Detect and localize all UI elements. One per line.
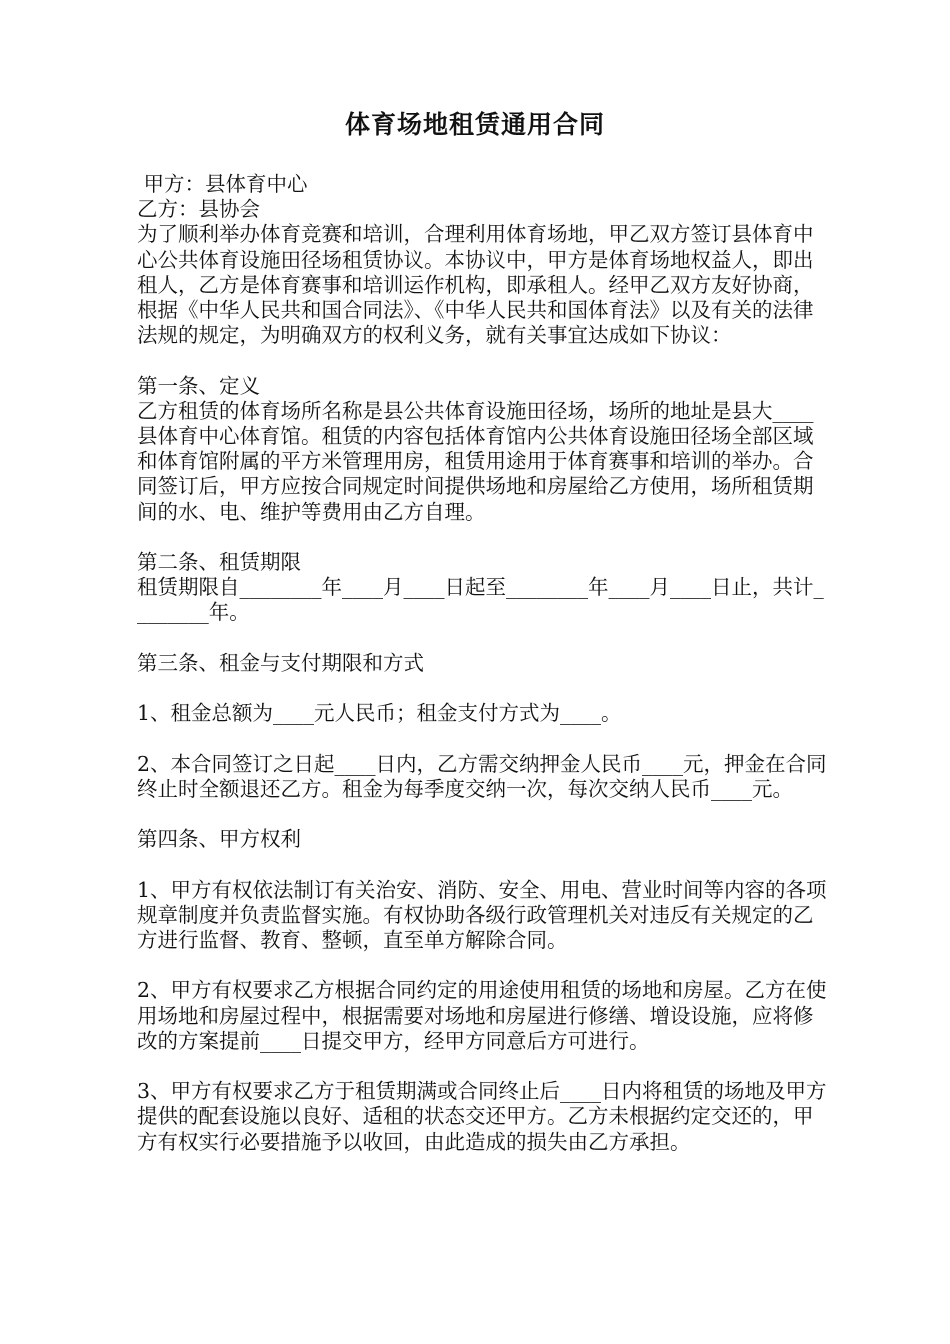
spacer	[137, 953, 827, 978]
article-4-heading: 第四条、甲方权利	[137, 827, 301, 852]
spacer	[137, 676, 827, 701]
spacer	[137, 726, 827, 751]
spacer	[137, 1054, 827, 1079]
article-3-item-2: 2、本合同签订之日起____日内，乙方需交纳押金人民币____元，押金在合同终止时全额退还乙方。租金为每季度交纳一次，每次交纳人民币____元。	[137, 751, 827, 801]
article-4-item-3: 3、甲方有权要求乙方于租赁期满或合同终止后____日内将租赁的场地及甲方提供的配套设施以良好、适租的状态交还甲方。乙方未根据约定交还的，甲方有权实行必要措施予以收回，由此造成的损失由乙方承担。	[137, 1079, 827, 1154]
article-4-item-1: 1、甲方有权依法制订有关治安、消防、安全、用电、营业时间等内容的各项规章制度并负责监督实施。有权协助各级行政管理机关对违反有关规定的乙方进行监督、教育、整顿，直至单方解除合同。	[137, 877, 827, 952]
spacer	[137, 852, 827, 877]
party-a: 甲方：县体育中心	[137, 172, 308, 196]
spacer	[137, 348, 827, 373]
spacer	[137, 802, 827, 827]
party-b: 乙方：县协会	[137, 197, 260, 222]
article-2-heading: 第二条、租赁期限	[137, 550, 301, 575]
article-3-item-1: 1、租金总额为____元人民币；租金支付方式为____。	[137, 701, 622, 726]
article-1-text: 乙方租赁的体育场所名称是县公共体育设施田径场，场所的地址是县大____县体育中心体育馆。租赁的内容包括体育馆内公共体育设施田径场全部区域和体育馆附属的平方米管理用房，租赁用途用于体育赛事和培训的举办。合同签订后，甲方应按合同规定时间提供场地和房屋给乙方使用，场所租赁期间的水、电、维护等费用由乙方自理。	[137, 398, 814, 524]
document-body	[137, 172, 827, 1155]
article-3-heading: 第三条、租金与支付期限和方式	[137, 650, 424, 675]
spacer	[137, 525, 827, 550]
article-4-item-2: 2、甲方有权要求乙方根据合同约定的用途使用租赁的场地和房屋。乙方在使用场地和房屋过程中，根据需要对场地和房屋进行修缮、增设设施，应将修改的方案提前____日提交甲方，经甲方同意后方可进行。	[137, 978, 827, 1053]
document-title: 体育场地租赁通用合同	[344, 110, 605, 139]
intro-paragraph: 为了顺利举办体育竞赛和培训，合理利用体育场地，甲乙双方签订县体育中心公共体育设施田径场租赁协议。本协议中，甲方是体育场地权益人，即出租人，乙方是体育赛事和培训运作机构，即承租人。经甲乙双方友好协商，根据《中华人民共和国合同法》、《中华人民共和国体育法》以及有关的法律法规的规定，为明确双方的权利义务，就有关事宜达成如下协议：	[137, 222, 814, 348]
article-1-heading: 第一条、定义	[137, 373, 260, 398]
spacer	[137, 626, 827, 651]
article-2-text: 租赁期限自________年____月____日起至________年____月____日止，共计________年。	[137, 575, 824, 625]
